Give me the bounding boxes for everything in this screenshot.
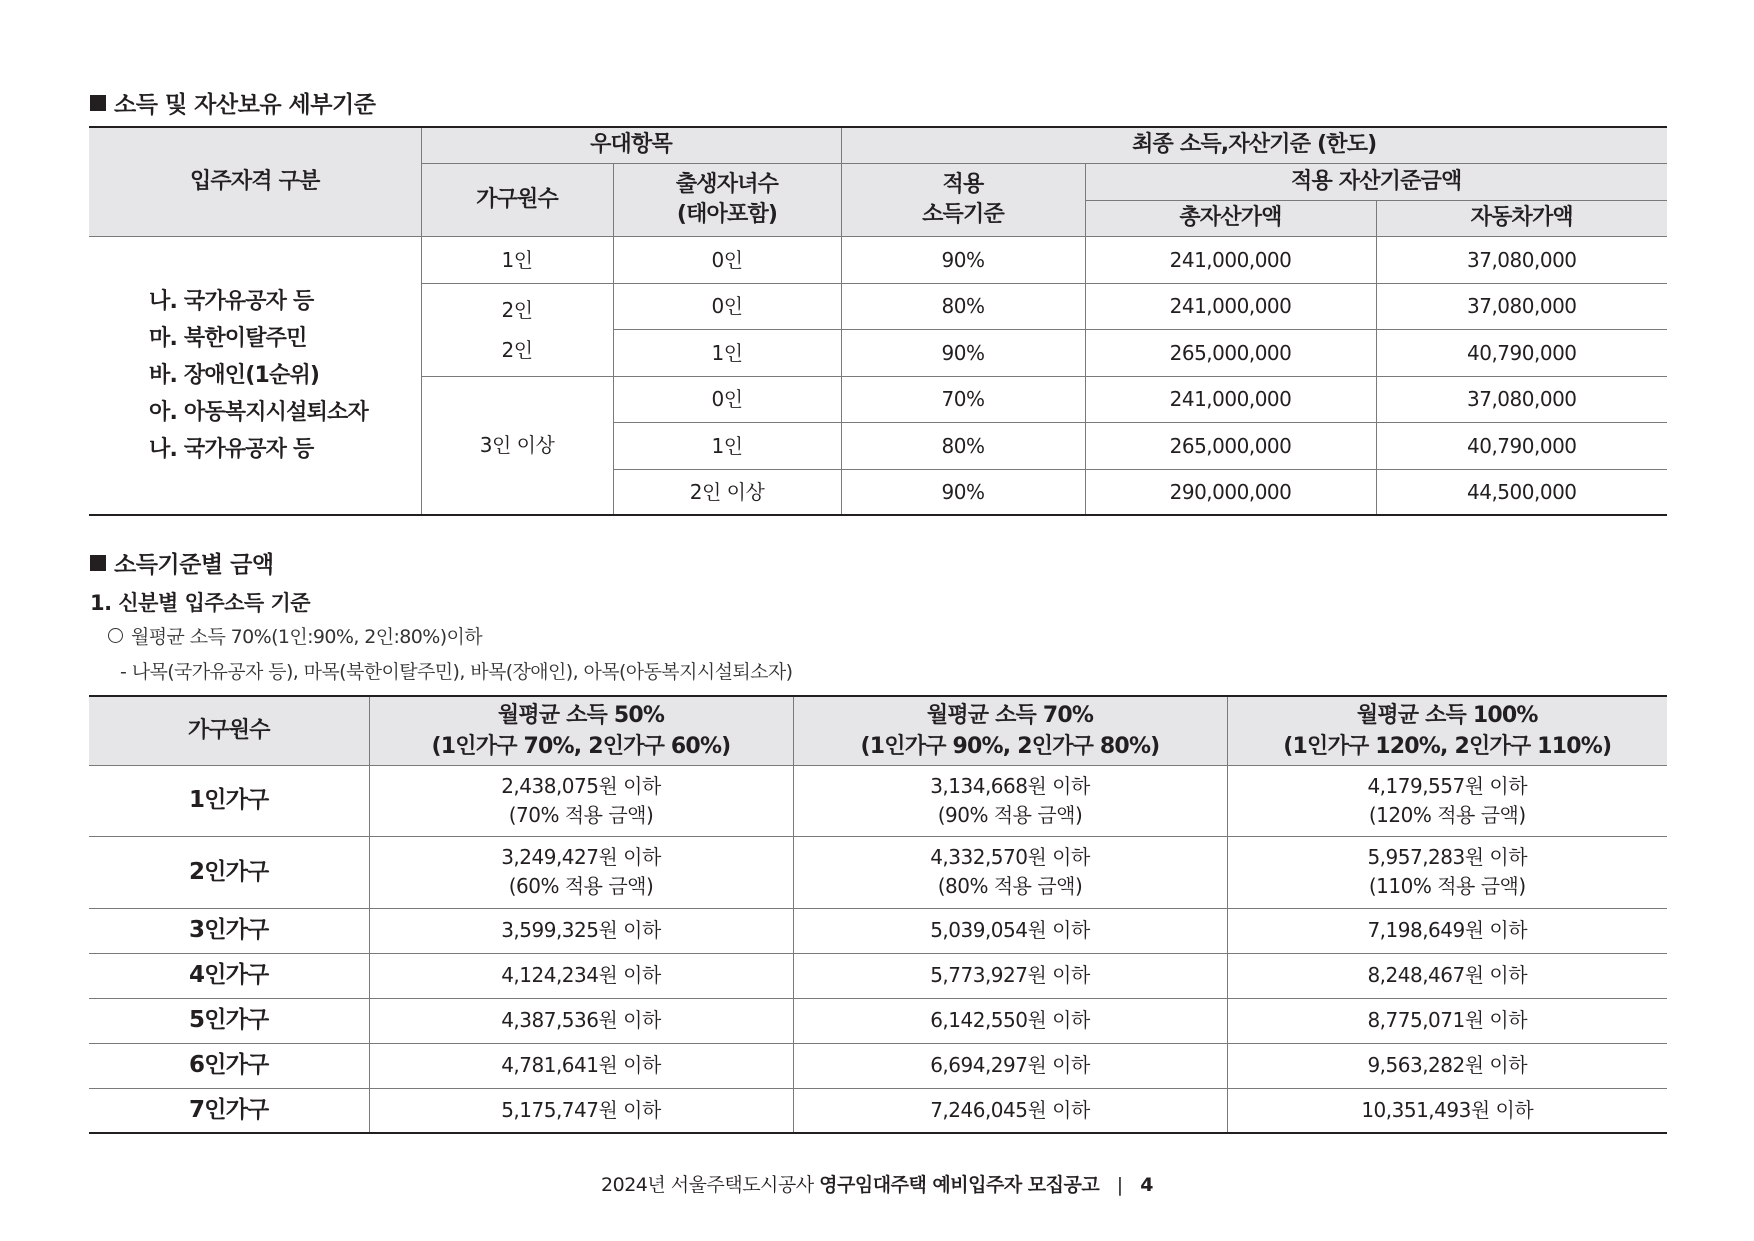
income-cell: 80% <box>841 283 1085 329</box>
square-bullet-icon <box>90 95 106 111</box>
income-50-cell: 4,124,234원 이하 <box>369 953 793 998</box>
section1-title: 소득 및 자산보유 세부기준 <box>90 86 375 119</box>
income-cell: 80% <box>841 422 1085 469</box>
total-assets-cell: 241,000,000 <box>1085 376 1376 422</box>
category-note: - 나목(국가유공자 등), 마목(북한이탈주민), 바목(장애인), 아목(아동복지시설퇴소자) <box>120 661 793 683</box>
header-eligibility: 입주자격 구분 <box>89 127 421 236</box>
header-income-50: 월평균 소득 50% (1인가구 70%, 2인가구 60%) <box>369 696 793 765</box>
total-assets-cell: 265,000,000 <box>1085 329 1376 376</box>
household-label: 1인가구 <box>89 765 369 836</box>
footer-org: 2024년 서울주택도시공사 <box>601 1174 814 1196</box>
income-50-cell: 3,599,325원 이하 <box>369 908 793 953</box>
asset-criteria-table <box>89 126 1667 516</box>
header-household: 가구원수 <box>421 163 613 236</box>
income-cell: 90% <box>841 469 1085 515</box>
table-row <box>89 765 1667 836</box>
eligibility-group: 나. 국가유공자 등 마. 북한이탈주민 바. 장애인(1순위) 아. 아동복지시설퇴소자 나. 국가유공자 등 <box>89 236 421 515</box>
income-50-cell: 4,781,641원 이하 <box>369 1043 793 1088</box>
table-row <box>89 998 1667 1043</box>
household-cell: 1인 <box>421 236 613 283</box>
births-cell: 2인 이상 <box>613 469 841 515</box>
income-70-cell: 4,332,570원 이하 (80% 적용 금액) <box>793 836 1227 908</box>
income-70-cell: 3,134,668원 이하 (90% 적용 금액) <box>793 765 1227 836</box>
household-label: 2인가구 <box>89 836 369 908</box>
income-100-cell: 5,957,283원 이하 (110% 적용 금액) <box>1227 836 1667 908</box>
table-row <box>89 836 1667 908</box>
footer-separator: | <box>1116 1174 1123 1196</box>
car-value-cell: 40,790,000 <box>1376 422 1667 469</box>
footer-doc-title: 영구임대주택 예비입주자 모집공고 <box>819 1174 1100 1196</box>
header-births: 출생자녀수 (태아포함) <box>613 163 841 236</box>
household-label: 5인가구 <box>89 998 369 1043</box>
header-asset-amount: 적용 자산기준금액 <box>1085 163 1667 200</box>
header-preference: 우대항목 <box>421 127 841 163</box>
income-amount-table <box>89 695 1667 1134</box>
household-label: 4인가구 <box>89 953 369 998</box>
income-50-cell: 2,438,075원 이하 (70% 적용 금액) <box>369 765 793 836</box>
income-cell: 90% <box>841 329 1085 376</box>
table-row <box>89 908 1667 953</box>
header-income-100: 월평균 소득 100% (1인가구 120%, 2인가구 110%) <box>1227 696 1667 765</box>
income-70-cell: 6,142,550원 이하 <box>793 998 1227 1043</box>
table-row <box>89 953 1667 998</box>
total-assets-cell: 290,000,000 <box>1085 469 1376 515</box>
household-label: 7인가구 <box>89 1088 369 1133</box>
circle-bullet-icon <box>108 628 123 643</box>
page-number: 4 <box>1140 1174 1153 1196</box>
total-assets-cell: 265,000,000 <box>1085 422 1376 469</box>
income-70-cell: 5,039,054원 이하 <box>793 908 1227 953</box>
header-car-value: 자동차가액 <box>1376 200 1667 236</box>
household-label: 3인가구 <box>89 908 369 953</box>
income-cell: 70% <box>841 376 1085 422</box>
header-income-70: 월평균 소득 70% (1인가구 90%, 2인가구 80%) <box>793 696 1227 765</box>
header-income-std: 적용 소득기준 <box>841 163 1085 236</box>
total-assets-cell: 241,000,000 <box>1085 283 1376 329</box>
household-cell: 2인 2인 <box>421 283 613 376</box>
births-cell: 0인 <box>613 236 841 283</box>
income-cell: 90% <box>841 236 1085 283</box>
income-50-cell: 3,249,427원 이하 (60% 적용 금액) <box>369 836 793 908</box>
table-row <box>89 1043 1667 1088</box>
header-total-assets: 총자산가액 <box>1085 200 1376 236</box>
car-value-cell: 37,080,000 <box>1376 283 1667 329</box>
square-bullet-icon <box>90 555 106 571</box>
income-50-cell: 5,175,747원 이하 <box>369 1088 793 1133</box>
total-assets-cell: 241,000,000 <box>1085 236 1376 283</box>
header-household: 가구원수 <box>89 696 369 765</box>
income-70-cell: 5,773,927원 이하 <box>793 953 1227 998</box>
car-value-cell: 44,500,000 <box>1376 469 1667 515</box>
header-final: 최종 소득,자산기준 (한도) <box>841 127 1667 163</box>
income-100-cell: 8,248,467원 이하 <box>1227 953 1667 998</box>
births-cell: 0인 <box>613 283 841 329</box>
income-100-cell: 9,563,282원 이하 <box>1227 1043 1667 1088</box>
household-cell: 3인 이상 <box>421 376 613 515</box>
income-100-cell: 7,198,649원 이하 <box>1227 908 1667 953</box>
income-note: 월평균 소득 70%(1인:90%, 2인:80%)이하 <box>108 622 482 649</box>
car-value-cell: 37,080,000 <box>1376 236 1667 283</box>
household-label: 6인가구 <box>89 1043 369 1088</box>
car-value-cell: 37,080,000 <box>1376 376 1667 422</box>
income-100-cell: 8,775,071원 이하 <box>1227 998 1667 1043</box>
section2-subtitle: 1. 신분별 입주소득 기준 <box>90 591 311 615</box>
section2-title: 소득기준별 금액 <box>90 546 274 579</box>
income-70-cell: 7,246,045원 이하 <box>793 1088 1227 1133</box>
births-cell: 0인 <box>613 376 841 422</box>
table-row <box>89 236 1667 283</box>
income-50-cell: 4,387,536원 이하 <box>369 998 793 1043</box>
car-value-cell: 40,790,000 <box>1376 329 1667 376</box>
births-cell: 1인 <box>613 422 841 469</box>
births-cell: 1인 <box>613 329 841 376</box>
income-100-cell: 4,179,557원 이하 (120% 적용 금액) <box>1227 765 1667 836</box>
income-70-cell: 6,694,297원 이하 <box>793 1043 1227 1088</box>
table-row <box>89 1088 1667 1133</box>
page-footer <box>0 1170 1754 1197</box>
income-100-cell: 10,351,493원 이하 <box>1227 1088 1667 1133</box>
